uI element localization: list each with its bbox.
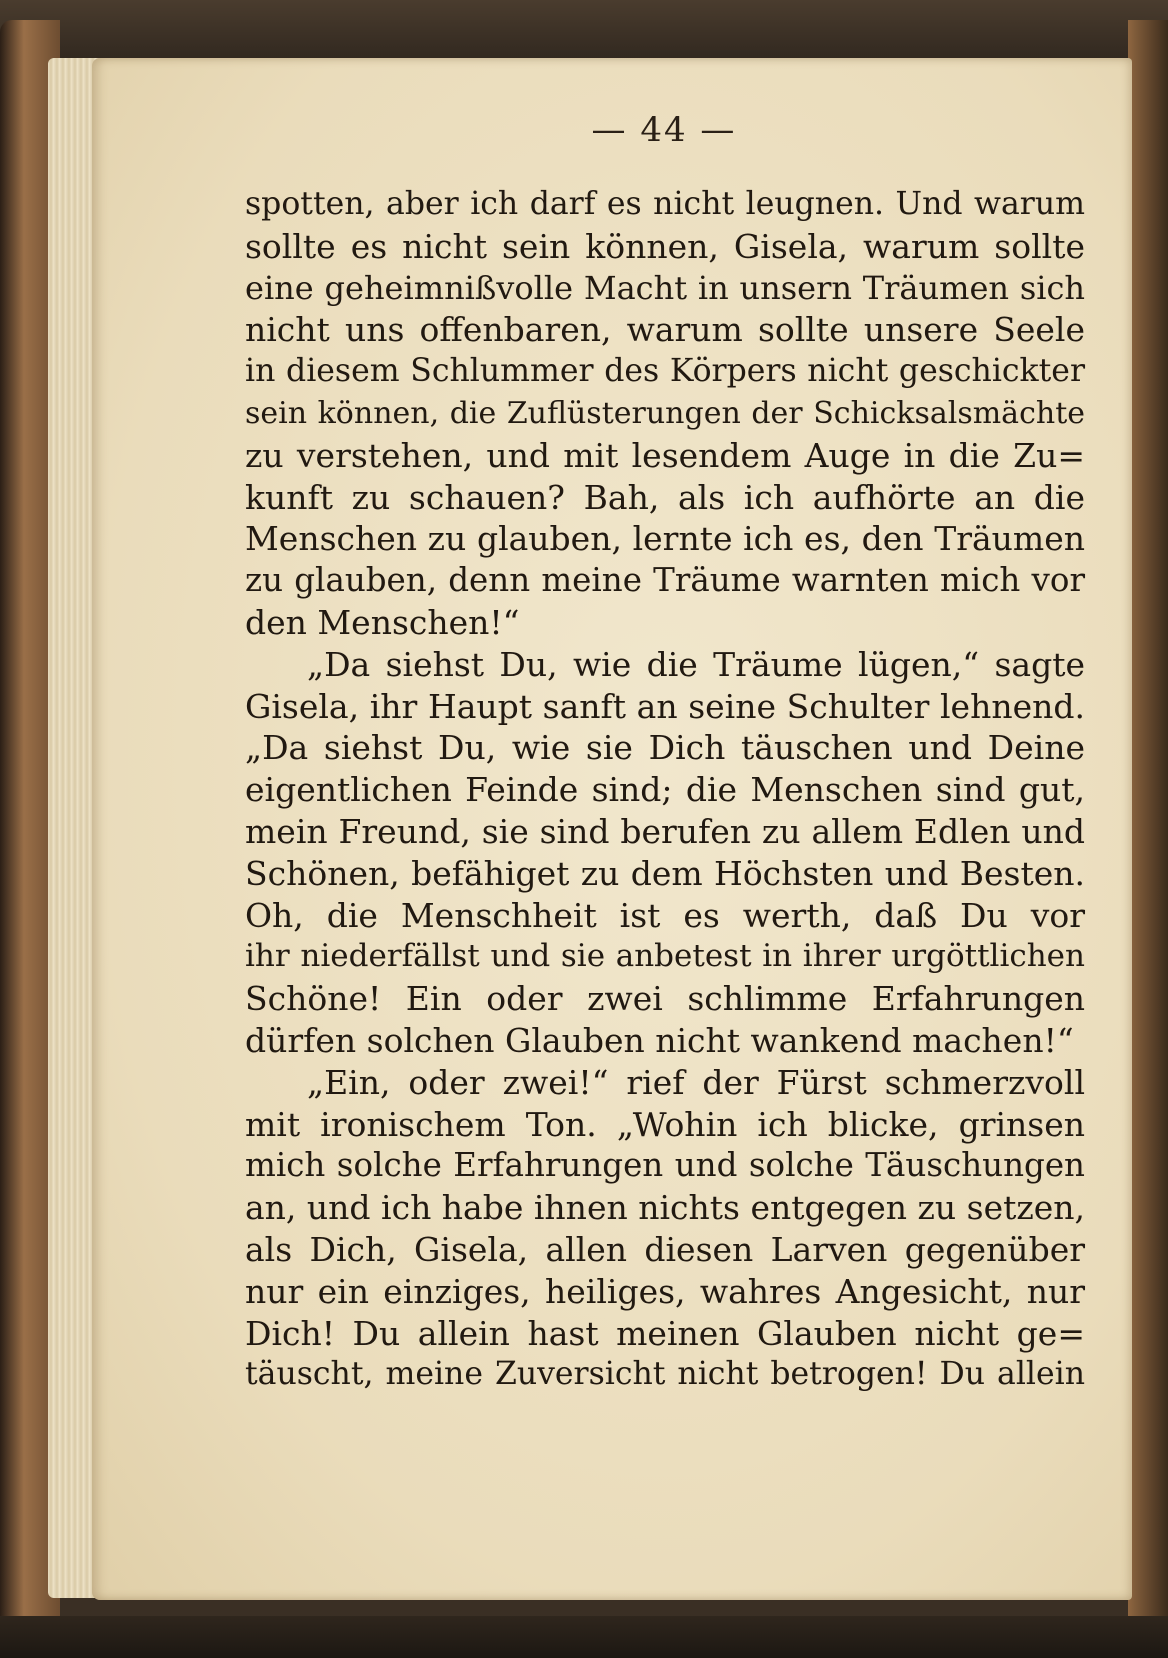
text-line: „Da siehst Du, wie die Träume lügen,“ sagte: [307, 644, 1085, 684]
text-line: spotten, aber ich darf es nicht leugnen. Und warum: [245, 186, 1085, 222]
text-line: „Da siehst Du, wie sie Dich täuschen und Deine: [245, 728, 1085, 768]
text-line: den Menschen!“: [245, 602, 520, 642]
book-cover-bottom: [0, 1616, 1168, 1658]
text-line: in diesem Schlummer des Körpers nicht geschickter: [245, 353, 1085, 390]
text-line: dürfen solchen Glauben nicht wankend machen!“: [245, 1020, 1074, 1060]
text-line: an, und ich habe ihnen nichts entgegen zu setzen,: [245, 1188, 1086, 1228]
text-line: nicht uns offenbaren, warum sollte unsere Seele: [245, 310, 1085, 350]
text-line: Menschen zu glauben, lernte ich es, den Träumen: [245, 519, 1085, 559]
text-line: kunft zu schauen? Bah, als ich aufhörte an die: [245, 477, 1085, 517]
text-line: täuscht, meine Zuversicht nicht betrogen! Du allein: [245, 1356, 1085, 1393]
text-line: zu glauben, denn meine Träume warnten mich vor: [245, 561, 1085, 600]
text-line: mein Freund, sie sind berufen zu allem Edlen und: [245, 811, 1085, 851]
page-number: — 44 —: [591, 110, 737, 150]
text-line: Dich! Du allein hast meinen Glauben nicht ge=: [245, 1313, 1085, 1353]
text-line: Oh, die Menschheit ist es werth, daß Du vor: [245, 895, 1085, 935]
text-line: nur ein einziges, heiliges, wahres Angesicht, nur: [245, 1271, 1085, 1311]
text-line: sollte es nicht sein können, Gisela, warum sollte: [245, 226, 1085, 266]
text-line: als Dich, Gisela, allen diesen Larven gegenüber: [245, 1229, 1085, 1269]
text-line: mit ironischem Ton. „Wohin ich blicke, grinsen: [245, 1104, 1085, 1144]
text-line: Schönen, befähiget zu dem Höchsten und Besten.: [245, 853, 1085, 893]
text-line: zu verstehen, und mit lesendem Auge in die Zu=: [245, 435, 1085, 475]
text-line: eigentlichen Feinde sind; die Menschen sind gut,: [245, 770, 1085, 810]
body-text: [245, 184, 1085, 1396]
text-line: mich solche Erfahrungen und solche Täuschungen: [245, 1146, 1085, 1185]
book-cover-right: [1128, 20, 1168, 1640]
text-line: Gisela, ihr Haupt sanft an seine Schulter lehnend.: [245, 686, 1085, 726]
text-line: Schöne! Ein oder zwei schlimme Erfahrungen: [245, 979, 1085, 1019]
text-line: sein können, die Zuflüsterungen der Schicksalsmächte: [245, 395, 1085, 431]
text-line: „Ein, oder zwei!“ rief der Fürst schmerzvoll: [307, 1062, 1085, 1102]
text-line: ihr niederfällst und sie anbetest in ihrer urgöttlichen: [245, 938, 1085, 975]
text-line: eine geheimnißvolle Macht in unsern Träumen sich: [245, 268, 1085, 307]
